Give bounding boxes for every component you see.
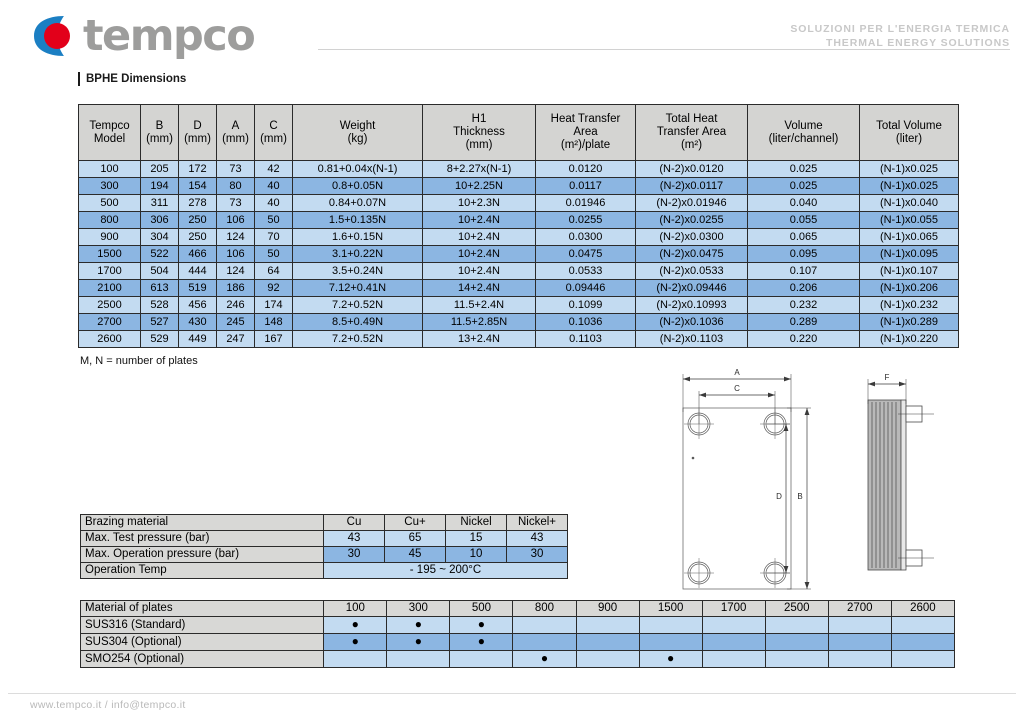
cell-b: 504	[141, 263, 179, 280]
material-of-plates-table	[80, 600, 955, 668]
cell-a: 124	[217, 263, 255, 280]
column-header-brazing-0: Cu	[324, 515, 385, 531]
bullet-dot-icon: ●	[351, 634, 359, 648]
column-header-brazing-2: Nickel	[446, 515, 507, 531]
cell-total-heat-transfer-area: (N-2)x0.0533	[636, 263, 748, 280]
page-title: BPHE Dimensions	[78, 72, 186, 86]
cell-total-heat-transfer-area: (N-2)x0.0117	[636, 178, 748, 195]
cell-b: 311	[141, 195, 179, 212]
brand-logo	[30, 11, 255, 61]
column-header-total-volume: Total Volume (liter)	[860, 105, 959, 161]
bullet-dot-icon: ●	[477, 634, 486, 648]
cell-model: 2700	[79, 314, 141, 331]
cell-b: 306	[141, 212, 179, 229]
cell-weight: 7.2+0.52N	[293, 331, 423, 348]
cell-empty	[576, 651, 639, 668]
cell-pressure-value: 15	[446, 531, 507, 547]
cell-d: 466	[179, 246, 217, 263]
cell-empty	[891, 634, 954, 651]
cell-weight: 0.84+0.07N	[293, 195, 423, 212]
table-row	[79, 314, 959, 331]
cell-total-heat-transfer-area: (N-2)x0.0300	[636, 229, 748, 246]
cell-heat-transfer-area: 0.1099	[536, 297, 636, 314]
table-row	[79, 297, 959, 314]
cell-d: 154	[179, 178, 217, 195]
cell-pressure-value: 30	[507, 547, 568, 563]
cell-volume: 0.025	[748, 161, 860, 178]
cell-c: 64	[255, 263, 293, 280]
cell-empty	[828, 651, 891, 668]
row-label: SMO254 (Optional)	[81, 651, 324, 668]
cell-total-volume: (N-1)x0.232	[860, 297, 959, 314]
page-header	[0, 0, 1024, 62]
material-of-plates-table-container	[80, 600, 955, 668]
cell-c: 40	[255, 178, 293, 195]
cell-volume: 0.095	[748, 246, 860, 263]
table-header-row	[81, 515, 568, 531]
cell-c: 92	[255, 280, 293, 297]
row-label: SUS304 (Optional)	[81, 634, 324, 651]
bphe-dimensions-table-container	[78, 104, 958, 348]
cell-b: 194	[141, 178, 179, 195]
cell-a: 106	[217, 212, 255, 229]
bphe-side-view-drawing	[868, 379, 934, 570]
table-row	[81, 634, 955, 651]
plates-legend-note: M, N = number of plates	[80, 355, 198, 367]
table-header-row	[79, 105, 959, 161]
cell-model: 500	[79, 195, 141, 212]
cell-total-volume: (N-1)x0.040	[860, 195, 959, 212]
cell-h1-thickness: 10+2.3N	[423, 195, 536, 212]
header-divider	[318, 49, 1010, 50]
column-header-model: Tempco Model	[79, 105, 141, 161]
cell-volume: 0.055	[748, 212, 860, 229]
cell-weight: 0.81+0.04x(N-1)	[293, 161, 423, 178]
cell-a: 124	[217, 229, 255, 246]
table-row	[79, 212, 959, 229]
cell-h1-thickness: 10+2.4N	[423, 229, 536, 246]
cell-h1-thickness: 13+2.4N	[423, 331, 536, 348]
header-tagline	[790, 22, 1010, 50]
cell-empty	[702, 651, 765, 668]
cell-d: 250	[179, 229, 217, 246]
table-row	[81, 617, 955, 634]
cell-total-volume: (N-1)x0.095	[860, 246, 959, 263]
cell-empty	[450, 651, 513, 668]
cell-volume: 0.220	[748, 331, 860, 348]
column-header-a: A (mm)	[217, 105, 255, 161]
cell-empty	[702, 617, 765, 634]
availability-dot-icon	[450, 617, 513, 634]
cell-b: 527	[141, 314, 179, 331]
column-header-brazing-3: Nickel+	[507, 515, 568, 531]
column-header-d: D (mm)	[179, 105, 217, 161]
cell-pressure-value: 45	[385, 547, 446, 563]
table-row	[79, 263, 959, 280]
bphe-dimensions-table	[78, 104, 959, 348]
column-header-model-100: 100	[324, 601, 387, 617]
cell-a: 247	[217, 331, 255, 348]
cell-model: 300	[79, 178, 141, 195]
cell-h1-thickness: 10+2.4N	[423, 263, 536, 280]
bullet-dot-icon: ●	[414, 634, 422, 648]
tagline-italian: SOLUZIONI PER L'ENERGIA TERMICA	[790, 23, 1010, 35]
column-header-c: C (mm)	[255, 105, 293, 161]
cell-total-volume: (N-1)x0.107	[860, 263, 959, 280]
cell-total-heat-transfer-area: (N-2)x0.10993	[636, 297, 748, 314]
cell-model: 2500	[79, 297, 141, 314]
cell-total-heat-transfer-area: (N-2)x0.0120	[636, 161, 748, 178]
cell-volume: 0.025	[748, 178, 860, 195]
column-header-model-2700: 2700	[828, 601, 891, 617]
cell-d: 519	[179, 280, 217, 297]
column-header-brazing-1: Cu+	[385, 515, 446, 531]
column-header-weight: Weight (kg)	[293, 105, 423, 161]
cell-heat-transfer-area: 0.0533	[536, 263, 636, 280]
availability-dot-icon	[450, 634, 513, 651]
cell-total-volume: (N-1)x0.206	[860, 280, 959, 297]
cell-total-volume: (N-1)x0.289	[860, 314, 959, 331]
cell-weight: 7.12+0.41N	[293, 280, 423, 297]
brazing-material-table-body	[81, 515, 568, 579]
cell-a: 246	[217, 297, 255, 314]
cell-d: 172	[179, 161, 217, 178]
cell-heat-transfer-area: 0.0255	[536, 212, 636, 229]
cell-weight: 7.2+0.52N	[293, 297, 423, 314]
column-header-model-900: 900	[576, 601, 639, 617]
cell-b: 522	[141, 246, 179, 263]
cell-total-heat-transfer-area: (N-2)x0.0475	[636, 246, 748, 263]
bullet-dot-icon: ●	[414, 617, 422, 631]
cell-total-volume: (N-1)x0.220	[860, 331, 959, 348]
table-row	[81, 651, 955, 668]
dimension-label-a: A	[734, 368, 740, 377]
cell-empty	[891, 617, 954, 634]
bullet-dot-icon: ●	[666, 651, 675, 665]
cell-operation-temp-value: - 195 ~ 200°C	[324, 563, 568, 579]
dimension-label-c: C	[734, 384, 740, 393]
cell-empty	[828, 634, 891, 651]
cell-heat-transfer-area: 0.1036	[536, 314, 636, 331]
table-row	[81, 531, 568, 547]
cell-b: 529	[141, 331, 179, 348]
cell-volume: 0.040	[748, 195, 860, 212]
column-header-b: B (mm)	[141, 105, 179, 161]
cell-a: 73	[217, 195, 255, 212]
availability-dot-icon	[387, 617, 450, 634]
cell-a: 245	[217, 314, 255, 331]
cell-weight: 1.5+0.135N	[293, 212, 423, 229]
cell-model: 800	[79, 212, 141, 229]
cell-b: 528	[141, 297, 179, 314]
cell-b: 613	[141, 280, 179, 297]
cell-d: 456	[179, 297, 217, 314]
column-header-model-500: 500	[450, 601, 513, 617]
tempco-eye-logo-icon	[30, 15, 86, 57]
table-row	[79, 246, 959, 263]
column-header-model-300: 300	[387, 601, 450, 617]
cell-weight: 3.5+0.24N	[293, 263, 423, 280]
cell-c: 70	[255, 229, 293, 246]
table-row	[81, 547, 568, 563]
cell-pressure-value: 30	[324, 547, 385, 563]
cell-d: 278	[179, 195, 217, 212]
cell-heat-transfer-area: 0.1103	[536, 331, 636, 348]
cell-empty	[765, 634, 828, 651]
column-header-model-1700: 1700	[702, 601, 765, 617]
cell-a: 80	[217, 178, 255, 195]
table-row	[79, 280, 959, 297]
column-header-h1-thickness: H1 Thickness (mm)	[423, 105, 536, 161]
cell-c: 50	[255, 246, 293, 263]
cell-total-heat-transfer-area: (N-2)x0.1036	[636, 314, 748, 331]
column-header-model-800: 800	[513, 601, 576, 617]
footer-divider	[8, 693, 1016, 694]
cell-model: 100	[79, 161, 141, 178]
cell-heat-transfer-area: 0.0120	[536, 161, 636, 178]
cell-empty	[576, 617, 639, 634]
cell-model: 2600	[79, 331, 141, 348]
bphe-technical-drawing	[655, 362, 995, 597]
cell-h1-thickness: 14+2.4N	[423, 280, 536, 297]
cell-heat-transfer-area: 0.0117	[536, 178, 636, 195]
brazing-material-table-container	[80, 514, 567, 579]
column-header-brazing-material: Brazing material	[81, 515, 324, 531]
cell-b: 304	[141, 229, 179, 246]
dimension-label-f: F	[884, 373, 890, 382]
column-header-total-heat-transfer-area: Total Heat Transfer Area (m²)	[636, 105, 748, 161]
cell-pressure-value: 65	[385, 531, 446, 547]
material-of-plates-table-body	[81, 601, 955, 668]
bullet-dot-icon: ●	[540, 651, 549, 665]
cell-empty	[828, 617, 891, 634]
cell-c: 148	[255, 314, 293, 331]
table-row	[79, 178, 959, 195]
dimension-label-b: B	[797, 492, 803, 501]
cell-empty	[387, 651, 450, 668]
cell-a: 186	[217, 280, 255, 297]
bphe-dimensions-table-body	[79, 161, 959, 348]
cell-d: 250	[179, 212, 217, 229]
bullet-dot-icon: ●	[351, 617, 359, 631]
cell-empty	[765, 617, 828, 634]
cell-h1-thickness: 10+2.25N	[423, 178, 536, 195]
cell-volume: 0.206	[748, 280, 860, 297]
row-label: Max. Operation pressure (bar)	[81, 547, 324, 563]
cell-d: 430	[179, 314, 217, 331]
cell-model: 900	[79, 229, 141, 246]
row-label: Max. Test pressure (bar)	[81, 531, 324, 547]
cell-h1-thickness: 8+2.27x(N-1)	[423, 161, 536, 178]
cell-empty	[576, 634, 639, 651]
cell-weight: 3.1+0.22N	[293, 246, 423, 263]
cell-heat-transfer-area: 0.0475	[536, 246, 636, 263]
bullet-dot-icon: ●	[477, 617, 486, 631]
cell-d: 444	[179, 263, 217, 280]
cell-weight: 1.6+0.15N	[293, 229, 423, 246]
cell-h1-thickness: 10+2.4N	[423, 212, 536, 229]
footer-contact: www.tempco.it / info@tempco.it	[30, 699, 186, 711]
cell-empty	[639, 634, 702, 651]
cell-total-volume: (N-1)x0.065	[860, 229, 959, 246]
cell-model: 1500	[79, 246, 141, 263]
brand-wordmark: tempco	[83, 11, 255, 61]
dimension-label-d: D	[776, 492, 782, 501]
cell-total-volume: (N-1)x0.025	[860, 178, 959, 195]
column-header-model-1500: 1500	[639, 601, 702, 617]
cell-empty	[513, 617, 576, 634]
availability-dot-icon	[639, 651, 702, 668]
cell-volume: 0.289	[748, 314, 860, 331]
cell-weight: 8.5+0.49N	[293, 314, 423, 331]
cell-empty	[324, 651, 387, 668]
cell-total-heat-transfer-area: (N-2)x0.1103	[636, 331, 748, 348]
cell-c: 42	[255, 161, 293, 178]
cell-weight: 0.8+0.05N	[293, 178, 423, 195]
cell-empty	[702, 634, 765, 651]
cell-volume: 0.065	[748, 229, 860, 246]
cell-d: 449	[179, 331, 217, 348]
cell-heat-transfer-area: 0.09446	[536, 280, 636, 297]
table-row	[81, 563, 568, 579]
bphe-front-view-drawing	[683, 374, 811, 589]
column-header-heat-transfer-area: Heat Transfer Area (m²)/plate	[536, 105, 636, 161]
cell-pressure-value: 43	[507, 531, 568, 547]
table-row	[79, 331, 959, 348]
cell-empty	[513, 634, 576, 651]
availability-dot-icon	[324, 617, 387, 634]
availability-dot-icon	[324, 634, 387, 651]
cell-volume: 0.232	[748, 297, 860, 314]
cell-empty	[891, 651, 954, 668]
cell-total-volume: (N-1)x0.025	[860, 161, 959, 178]
cell-c: 167	[255, 331, 293, 348]
column-header-model-2600: 2600	[891, 601, 954, 617]
cell-empty	[639, 617, 702, 634]
cell-total-heat-transfer-area: (N-2)x0.09446	[636, 280, 748, 297]
cell-b: 205	[141, 161, 179, 178]
cell-pressure-value: 43	[324, 531, 385, 547]
column-header-volume: Volume (liter/channel)	[748, 105, 860, 161]
availability-dot-icon	[387, 634, 450, 651]
table-row	[79, 161, 959, 178]
availability-dot-icon	[513, 651, 576, 668]
row-label-operation-temp: Operation Temp	[81, 563, 324, 579]
cell-c: 50	[255, 212, 293, 229]
cell-model: 1700	[79, 263, 141, 280]
cell-empty	[765, 651, 828, 668]
cell-h1-thickness: 11.5+2.85N	[423, 314, 536, 331]
cell-total-heat-transfer-area: (N-2)x0.0255	[636, 212, 748, 229]
cell-heat-transfer-area: 0.0300	[536, 229, 636, 246]
tagline-english: THERMAL ENERGY SOLUTIONS	[826, 37, 1010, 49]
cell-h1-thickness: 10+2.4N	[423, 246, 536, 263]
cell-a: 73	[217, 161, 255, 178]
cell-total-volume: (N-1)x0.055	[860, 212, 959, 229]
cell-c: 174	[255, 297, 293, 314]
cell-volume: 0.107	[748, 263, 860, 280]
column-header-material-of-plates: Material of plates	[81, 601, 324, 617]
table-header-row	[81, 601, 955, 617]
cell-total-heat-transfer-area: (N-2)x0.01946	[636, 195, 748, 212]
row-label: SUS316 (Standard)	[81, 617, 324, 634]
brazing-material-table	[80, 514, 568, 579]
cell-c: 40	[255, 195, 293, 212]
cell-pressure-value: 10	[446, 547, 507, 563]
table-row	[79, 195, 959, 212]
table-row	[79, 229, 959, 246]
cell-h1-thickness: 11.5+2.4N	[423, 297, 536, 314]
column-header-model-2500: 2500	[765, 601, 828, 617]
cell-heat-transfer-area: 0.01946	[536, 195, 636, 212]
cell-a: 106	[217, 246, 255, 263]
cell-model: 2100	[79, 280, 141, 297]
